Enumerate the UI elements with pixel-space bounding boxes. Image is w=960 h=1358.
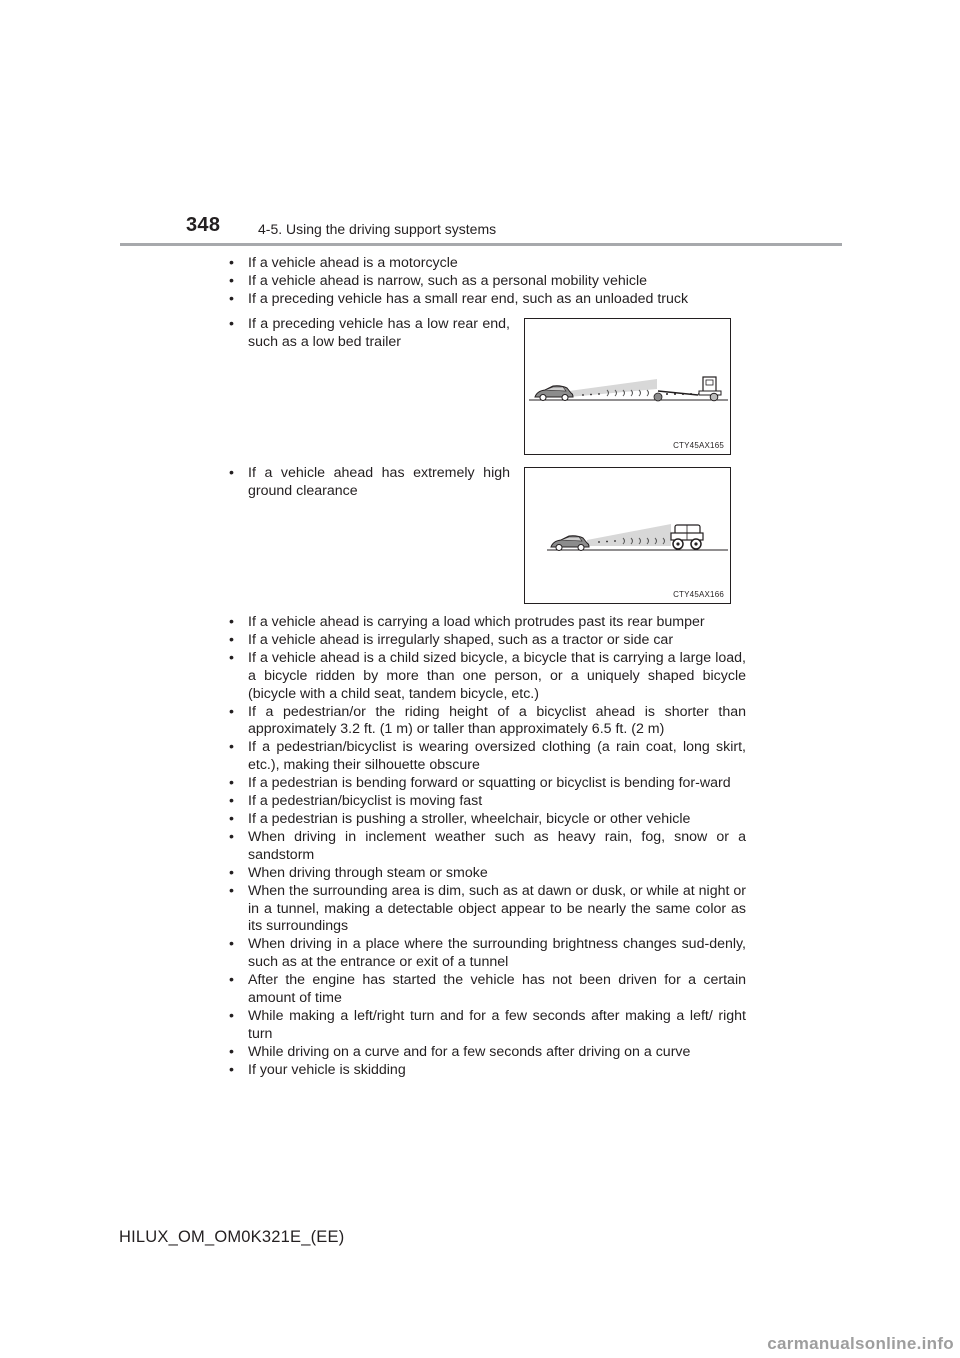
bullet-icon: •: [229, 1043, 234, 1060]
list-item: • If a pedestrian is pushing a stroller, wheelchair, bicycle or other vehicle: [229, 810, 691, 827]
figure-code: CTY45AX166: [673, 590, 724, 599]
bullet-icon: •: [229, 316, 234, 332]
watermark: carmanualsonline.info: [767, 1334, 954, 1353]
list-item: • When driving in inclement weather such as heavy rain, fog, snow or a sandstorm: [229, 828, 746, 863]
bullet-icon: •: [229, 272, 234, 289]
bullet-icon: •: [229, 972, 234, 989]
illustration-high-clearance: [524, 467, 731, 604]
bullet-icon: •: [229, 936, 234, 953]
bullet-icon: •: [229, 882, 234, 899]
document-code: HILUX_OM_OM0K321E_(EE): [119, 1228, 345, 1246]
list-item: • If your vehicle is skidding: [229, 1061, 406, 1078]
bullet-icon: •: [229, 649, 234, 666]
bullet-icon: •: [229, 614, 234, 630]
bullet-icon: •: [229, 255, 234, 271]
list-item: • After the engine has started the vehicle has not been driven for a certain amount of time: [229, 972, 746, 1007]
section-title: 4-5. Using the driving support systems: [258, 221, 497, 237]
bullet-icon: •: [229, 465, 234, 481]
bullet-list-top: [228, 255, 746, 309]
list-item: • If a pedestrian/bicyclist is moving fast: [229, 793, 483, 810]
list-item: • If a vehicle ahead is narrow, such as a personal mobility vehicle: [229, 272, 648, 289]
bullet-icon: •: [229, 290, 234, 307]
list-item: • While making a left/right turn and for a few seconds after making a left/ right turn: [229, 1007, 746, 1042]
list-item: • If a pedestrian/or the riding height of a bicyclist ahead is shorter than approximately 3.2 ft. (1 m) or taller than approximately 6.5 ft. (2 m): [229, 703, 746, 738]
sensor-high-clearance-illustration: [525, 468, 730, 603]
bullet-icon: •: [229, 775, 234, 792]
list-item: • If a preceding vehicle has a small rear end, such as an unloaded truck: [229, 290, 689, 307]
list-item: • When the surrounding area is dim, such as at dawn or dusk, or while at night or in a tunnel, making a detectable object appear to be nearly the same color as its surroundings: [229, 882, 746, 935]
list-item: • When driving in a place where the surrounding brightness changes sud-denly, such as at the entrance or exit of a tunnel: [229, 936, 746, 971]
figure-item-low-rear-end: [228, 316, 510, 352]
list-item: • If a vehicle ahead is irregularly shaped, such as a tractor or side car: [229, 631, 674, 648]
bullet-icon: •: [229, 810, 234, 827]
bullet-icon: •: [229, 828, 234, 845]
list-item: • If a vehicle ahead is a motorcycle: [229, 255, 458, 271]
figure-code: CTY45AX165: [673, 441, 724, 450]
bullet-icon: •: [229, 1061, 234, 1078]
list-item: • When driving through steam or smoke: [229, 864, 488, 881]
figure-item-high-clearance: [228, 465, 510, 501]
illustration-low-bed-trailer: [524, 318, 731, 455]
list-item: • If a pedestrian is bending forward or squatting or bicyclist is bending for-ward: [229, 775, 731, 792]
bullet-icon: •: [229, 793, 234, 810]
bullet-icon: •: [229, 739, 234, 756]
sensor-trailer-illustration: [525, 319, 730, 454]
list-item: • While driving on a curve and for a few seconds after driving on a curve: [229, 1043, 691, 1060]
bullet-list-bottom: [228, 614, 746, 1080]
bullet-icon: •: [229, 631, 234, 648]
list-item: • If a pedestrian/bicyclist is wearing oversized clothing (a rain coat, long skirt, etc.), making their silhouette obscure: [229, 739, 746, 774]
header-divider: [120, 243, 842, 246]
list-item: • If a vehicle ahead is carrying a load which protrudes past its rear bumper: [229, 614, 705, 630]
bullet-icon: •: [229, 864, 234, 881]
list-item: • If a vehicle ahead is a child sized bicycle, a bicycle that is carrying a large load, a bicycle ridden by more than one person, or a uniquely shaped bicycle (bicycle with a child seat, tandem bicycle, etc.): [229, 649, 746, 702]
page-number: 348: [186, 214, 221, 236]
bullet-icon: •: [229, 703, 234, 720]
list-item: • If a preceding vehicle has a low rear end, such as a low bed trailer: [229, 316, 510, 350]
list-item: • If a vehicle ahead has extremely high ground clearance: [229, 465, 510, 499]
bullet-icon: •: [229, 1007, 234, 1024]
